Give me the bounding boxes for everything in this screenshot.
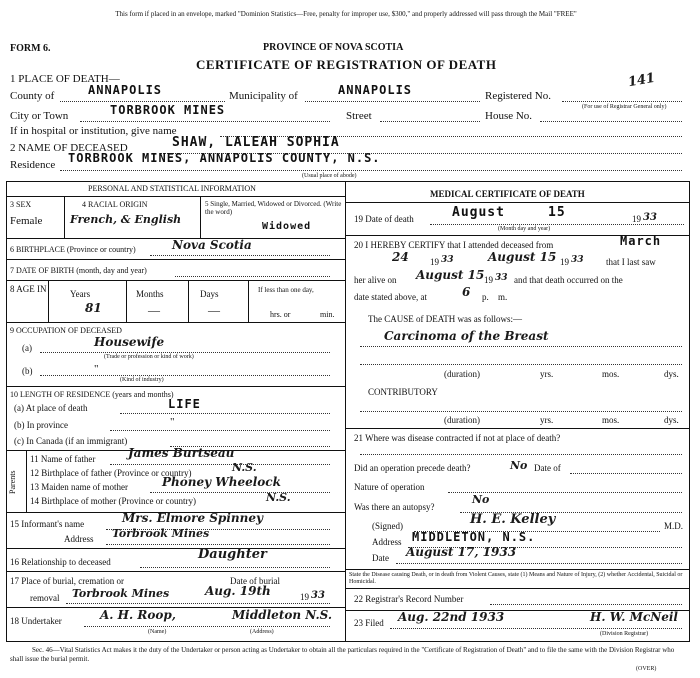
mother-line bbox=[150, 492, 330, 493]
time-m: m. bbox=[498, 292, 508, 302]
dys-label-2: dys. bbox=[664, 415, 679, 425]
med-row-3 bbox=[345, 569, 689, 570]
deceased-name-label: 2 NAME OF DECEASED bbox=[10, 142, 128, 154]
in-canada-label: (c) In Canada (if an immigrant) bbox=[14, 436, 128, 446]
months-value: — bbox=[148, 303, 160, 317]
undertaker-value: A. H. Roop, bbox=[100, 608, 176, 622]
hospital-label: If in hospital or institution, give name bbox=[10, 125, 177, 137]
filed-label: 23 Filed bbox=[354, 618, 384, 628]
burial-date-value: Aug. 19th bbox=[205, 584, 271, 598]
footer-note: Sec. 46—Vital Statistics Act makes it the duty of the Undertaker or person acting as Undertaker to obtain all the particulars required in the "Certificate of Registration of Death" and to file the same with the Division Registrar who shall issue the burial permit. bbox=[10, 646, 675, 663]
residence-label: Residence bbox=[10, 159, 56, 171]
burial-line bbox=[66, 603, 330, 604]
at-place-value: LIFE bbox=[168, 397, 201, 411]
occ-note-b: (Kind of industry) bbox=[120, 377, 164, 383]
hrs-label: hrs. or bbox=[270, 310, 291, 319]
in-province-value: " bbox=[170, 416, 175, 428]
death-note: (Month day and year) bbox=[498, 226, 551, 232]
med-row-2 bbox=[345, 428, 689, 429]
alive-year: 33 bbox=[495, 273, 508, 283]
mother-birth-label: 14 Birthplace of mother (Province or country) bbox=[30, 496, 196, 506]
residence-length-label: 10 LENGTH OF RESIDENCE (years and months) bbox=[10, 390, 174, 399]
death-month: August bbox=[452, 205, 505, 220]
removal-label: removal bbox=[30, 593, 60, 603]
autopsy-label: Was there an autopsy? bbox=[354, 502, 435, 512]
row-divider-9 bbox=[6, 571, 345, 572]
medical-divider bbox=[345, 202, 689, 203]
duration-label-1: (duration) bbox=[444, 369, 480, 379]
mother-birth-value: N.S. bbox=[266, 491, 291, 504]
occupation-value: Housewife bbox=[94, 335, 165, 349]
father-label: 11 Name of father bbox=[30, 454, 96, 464]
mother-value: Phoney Wheelock bbox=[162, 475, 281, 489]
at-place-label: (a) At place of death bbox=[14, 403, 88, 413]
birthplace-line bbox=[150, 255, 330, 256]
form-number: FORM 6. bbox=[10, 43, 51, 54]
contributory-label: CONTRIBUTORY bbox=[368, 387, 438, 397]
dob-line bbox=[175, 276, 330, 277]
attend-to: August 15 bbox=[488, 250, 557, 264]
undertaker-line bbox=[84, 626, 330, 627]
less-day-label: If less than one day, bbox=[258, 286, 314, 294]
operation-label: Did an operation precede death? bbox=[354, 463, 471, 473]
med-date-line bbox=[396, 563, 682, 564]
time-p: p. bbox=[482, 292, 489, 302]
age-div-1 bbox=[48, 280, 49, 322]
contracted-label: 21 Where was disease contracted if not at place of death? bbox=[354, 433, 561, 443]
street-line bbox=[380, 121, 480, 122]
division-registrar-note: (Division Registrar) bbox=[600, 631, 649, 637]
birthplace-value: Nova Scotia bbox=[172, 238, 252, 252]
undertaker-label: 18 Undertaker bbox=[10, 616, 62, 626]
yrs-label-1: yrs. bbox=[540, 369, 554, 379]
age-div-4 bbox=[248, 280, 249, 322]
street-label: Street bbox=[346, 110, 372, 122]
med-address-value: MIDDLETON, N.S. bbox=[412, 530, 536, 544]
op-date-line bbox=[570, 473, 682, 474]
mother-label: 13 Maiden name of mother bbox=[30, 482, 128, 492]
registered-line bbox=[562, 101, 682, 102]
over-label: (OVER) bbox=[636, 666, 657, 672]
autopsy-value: No bbox=[472, 493, 490, 506]
duration-label-2: (duration) bbox=[444, 415, 480, 425]
racial-divider bbox=[200, 196, 201, 238]
burial-label: 17 Place of burial, cremation or bbox=[10, 576, 124, 586]
place-heading: 1 PLACE OF DEATH— bbox=[10, 73, 120, 85]
frame-bottom bbox=[6, 641, 690, 642]
burial-year-prefix: 19 bbox=[300, 592, 309, 602]
row-divider-3 bbox=[6, 280, 345, 281]
sex-label: 3 SEX bbox=[10, 200, 32, 209]
state-disease-note: State the Disease causing Death, or in death from Violent Causes, state (1) Means and Nature of Injury, (2) whether Accidental, Suicidal or Homicidal. bbox=[349, 572, 683, 585]
frame-right bbox=[689, 181, 690, 641]
alive-on: August 15 bbox=[416, 268, 485, 282]
residence-note: (Usual place of abode) bbox=[302, 173, 357, 179]
father-line bbox=[110, 464, 330, 465]
parents-divider bbox=[26, 450, 27, 512]
death-date-line bbox=[430, 224, 684, 225]
years-label: Years bbox=[70, 289, 91, 299]
attend-year-prefix-1: 19 bbox=[430, 257, 439, 267]
mos-label-1: mos. bbox=[602, 369, 620, 379]
min-label: min. bbox=[320, 310, 335, 319]
death-year: 33 bbox=[643, 212, 657, 223]
occ-b-label: (b) bbox=[22, 366, 33, 376]
province-title: PROVINCE OF NOVA SCOTIA bbox=[263, 42, 404, 53]
father-value: James Burtseau bbox=[128, 446, 235, 460]
father-birth-label: 12 Birthplace of father (Province or country) bbox=[30, 468, 192, 478]
relationship-value: Daughter bbox=[198, 547, 267, 562]
burial-place-value: Torbrook Mines bbox=[72, 587, 170, 600]
filed-value: Aug. 22nd 1933 bbox=[398, 610, 505, 624]
informant-label: 15 Informant's name bbox=[10, 519, 85, 529]
registrar-record-label: 22 Registrar's Record Number bbox=[354, 594, 464, 604]
personal-divider bbox=[6, 196, 345, 197]
occupation-line bbox=[40, 352, 330, 353]
residence-line bbox=[60, 170, 682, 171]
row-divider-5 bbox=[6, 386, 345, 387]
burial-date-label: Date of burial bbox=[230, 576, 280, 586]
dys-label-1: dys. bbox=[664, 369, 679, 379]
days-value: — bbox=[208, 303, 220, 317]
cause-label: The CAUSE of DEATH was as follows:— bbox=[368, 314, 522, 324]
city-line bbox=[80, 121, 330, 122]
death-date-label: 19 Date of death bbox=[354, 214, 414, 224]
death-day: 15 bbox=[548, 205, 566, 220]
row-divider-2 bbox=[6, 259, 345, 260]
signed-value: H. E. Kelley bbox=[470, 512, 556, 527]
undertaker-name-note: (Name) bbox=[148, 629, 167, 635]
attend-from: March bbox=[620, 234, 662, 248]
marital-value: Widowed bbox=[262, 221, 312, 232]
contracted-line bbox=[360, 454, 682, 455]
birthplace-label: 6 BIRTHPLACE (Province or country) bbox=[10, 245, 136, 254]
racial-value: French, & English bbox=[70, 213, 182, 226]
registrar-record-line bbox=[490, 604, 682, 605]
med-address-label: Address bbox=[372, 537, 402, 547]
sex-divider bbox=[64, 196, 65, 238]
occupation-b-line bbox=[40, 375, 330, 376]
frame-left bbox=[6, 181, 7, 641]
last-saw-label: that I last saw bbox=[606, 257, 656, 267]
dob-label: 7 DATE OF BIRTH (month, day and year) bbox=[10, 266, 147, 275]
house-line bbox=[540, 121, 682, 122]
county-label: County of bbox=[10, 90, 55, 102]
frame-center bbox=[345, 181, 346, 641]
in-province-line bbox=[110, 430, 330, 431]
alive-year-prefix: 19 bbox=[484, 275, 493, 285]
days-label: Days bbox=[200, 289, 219, 299]
mail-notice: This form if placed in an envelope, marked "Dominion Statistics—Free, penalty for improper use, $300," and properly addressed will pass through the Mail "FREE" bbox=[115, 10, 577, 18]
attend-year-prefix-2: 19 bbox=[560, 257, 569, 267]
op-date-label: Date of bbox=[534, 463, 561, 473]
informant-address-line bbox=[106, 544, 330, 545]
time-value: 6 bbox=[462, 285, 471, 299]
parents-label: Parents bbox=[8, 470, 17, 494]
row-divider-4 bbox=[6, 322, 345, 323]
attend-from-day: 24 bbox=[392, 250, 409, 264]
certificate-title: CERTIFICATE OF REGISTRATION OF DEATH bbox=[196, 57, 497, 72]
city-label: City or Town bbox=[10, 110, 69, 122]
sex-value: Female bbox=[10, 215, 43, 227]
med-row-4 bbox=[345, 588, 689, 589]
municipality-line bbox=[305, 101, 480, 102]
death-year-prefix: 19 bbox=[632, 214, 641, 224]
residence-value: TORBROOK MINES, ANNAPOLIS COUNTY, N.S. bbox=[68, 151, 381, 165]
age-label: 8 AGE IN bbox=[10, 284, 47, 294]
occupation-label: 9 OCCUPATION OF DECEASED bbox=[10, 326, 122, 335]
registrar-use-note: (For use of Registrar General only) bbox=[582, 104, 667, 110]
informant-value: Mrs. Elmore Spinney bbox=[122, 511, 263, 525]
frame-top bbox=[6, 181, 690, 182]
personal-heading: PERSONAL AND STATISTICAL INFORMATION bbox=[88, 184, 256, 193]
house-label: House No. bbox=[485, 110, 533, 122]
marital-label: 5 Single, Married, Widowed or Divorced. (Write the word) bbox=[205, 200, 342, 216]
occ-note-a: (Trade or profession or kind of work) bbox=[104, 354, 194, 360]
occ-a-label: (a) bbox=[22, 343, 32, 353]
date-above-label: date stated above, at bbox=[354, 292, 427, 302]
attend-year-2: 33 bbox=[571, 255, 584, 265]
registered-label: Registered No. bbox=[485, 90, 551, 102]
undertaker-address: Middleton N.S. bbox=[232, 608, 333, 622]
county-value: ANNAPOLIS bbox=[88, 83, 163, 97]
contributory-line bbox=[360, 411, 682, 412]
certify-label: 20 I HEREBY CERTIFY that I attended deceased from bbox=[354, 240, 554, 250]
relationship-label: 16 Relationship to deceased bbox=[10, 557, 111, 567]
mos-label-2: mos. bbox=[602, 415, 620, 425]
cause-line-2 bbox=[360, 364, 682, 365]
attend-year-1: 33 bbox=[441, 255, 454, 265]
county-line bbox=[60, 101, 225, 102]
relationship-line bbox=[140, 567, 330, 568]
row-divider-8 bbox=[6, 548, 345, 549]
undertaker-address-note: (Address) bbox=[250, 629, 274, 635]
signed-label: (Signed) bbox=[372, 521, 403, 531]
municipality-value: ANNAPOLIS bbox=[338, 83, 413, 97]
years-value: 81 bbox=[85, 301, 102, 315]
alive-label: her alive on bbox=[354, 275, 397, 285]
nature-label: Nature of operation bbox=[354, 482, 425, 492]
deceased-name: SHAW, LALEAH SOPHIA bbox=[172, 135, 340, 150]
med-date-label: Date bbox=[372, 553, 389, 563]
city-value: TORBROOK MINES bbox=[110, 103, 226, 117]
municipality-label: Municipality of bbox=[229, 90, 298, 102]
age-div-2 bbox=[126, 280, 127, 322]
registrar-signature: H. W. McNeil bbox=[590, 610, 678, 624]
death-occurred-label: and that death occurred on the bbox=[514, 275, 623, 285]
at-place-line bbox=[120, 413, 330, 414]
months-label: Months bbox=[136, 289, 164, 299]
burial-year-value: 33 bbox=[311, 590, 325, 601]
filed-line bbox=[390, 628, 682, 629]
occupation-b-value: " bbox=[94, 363, 99, 375]
in-province-label: (b) In province bbox=[14, 420, 68, 430]
operation-value: No bbox=[510, 459, 528, 472]
yrs-label-2: yrs. bbox=[540, 415, 554, 425]
racial-label: 4 RACIAL ORIGIN bbox=[82, 200, 148, 209]
father-birth-value: N.S. bbox=[232, 461, 257, 474]
age-div-3 bbox=[188, 280, 189, 322]
med-date-value: August 17, 1933 bbox=[406, 545, 517, 559]
informant-address-value: Torbrook Mines bbox=[112, 527, 210, 540]
informant-address-label: Address bbox=[64, 534, 94, 544]
md-label: M.D. bbox=[664, 521, 684, 531]
cause-value: Carcinoma of the Breast bbox=[384, 329, 549, 343]
registered-value: 141 bbox=[626, 70, 657, 91]
cause-line-1 bbox=[360, 346, 682, 347]
medical-heading: MEDICAL CERTIFICATE OF DEATH bbox=[430, 189, 585, 199]
